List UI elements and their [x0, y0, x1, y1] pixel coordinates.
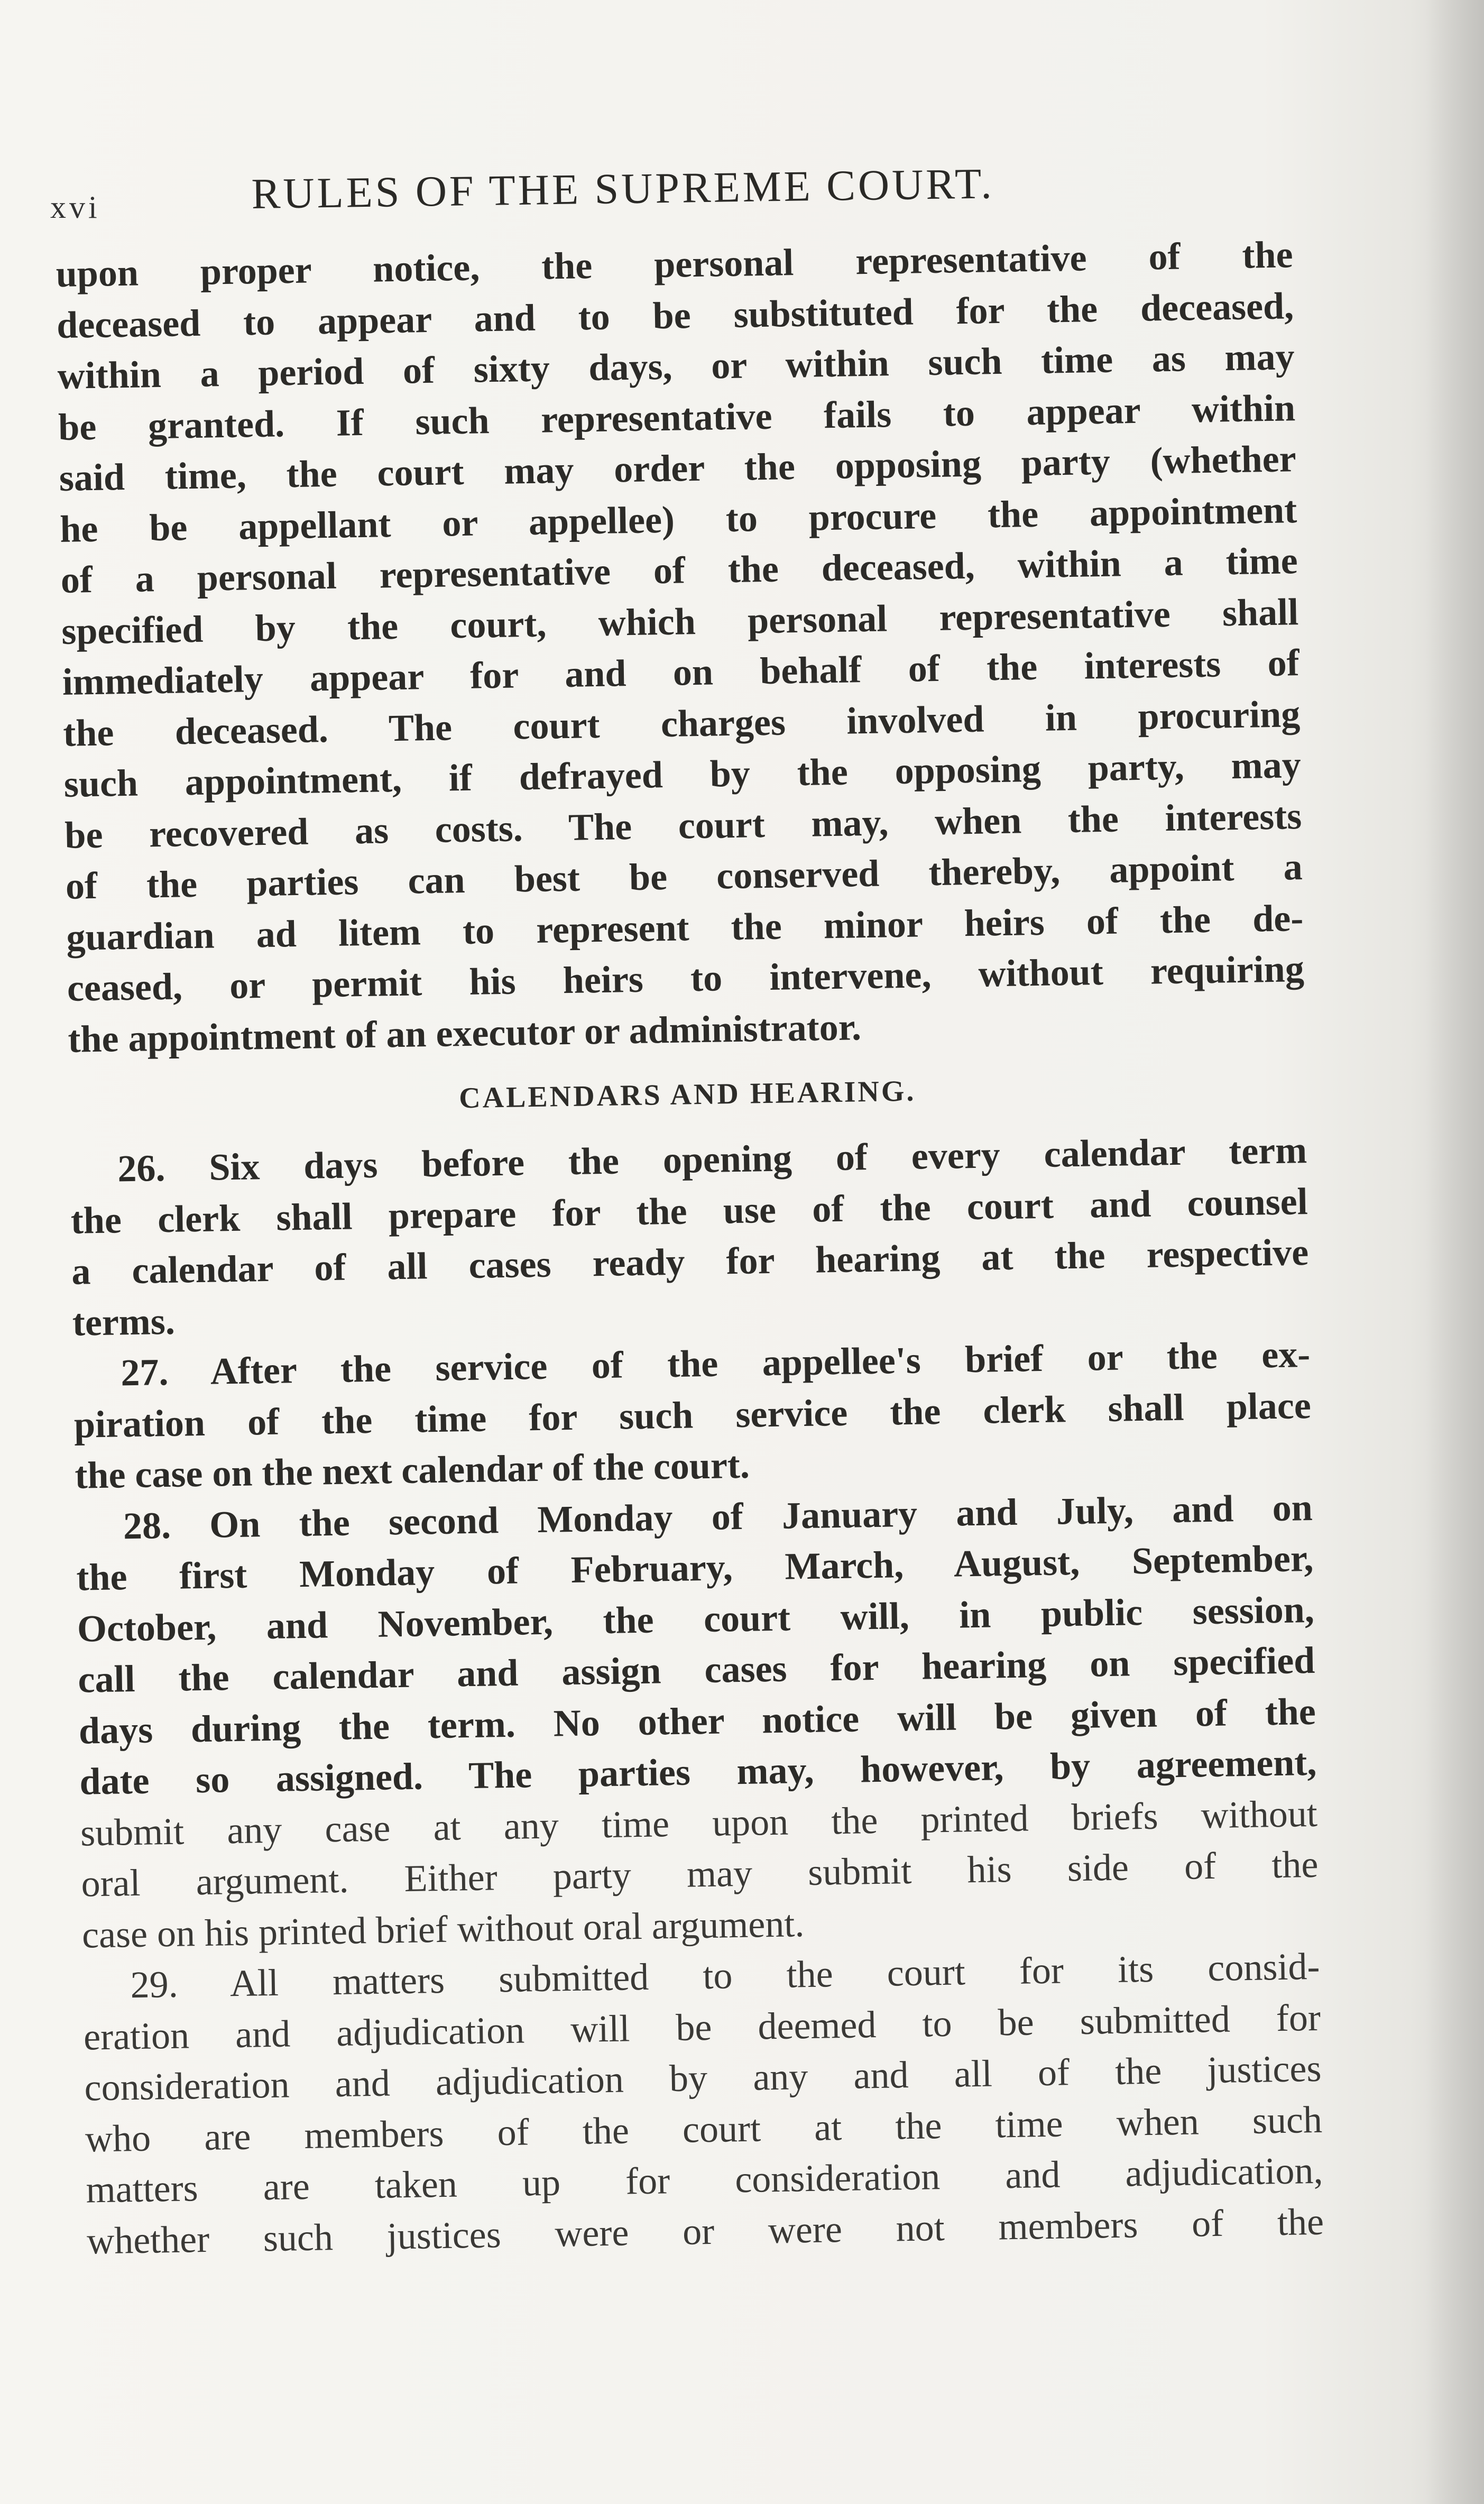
page-number: xvi [50, 190, 100, 225]
text-line: the case on the next calendar of the court. [74, 1443, 750, 1497]
page-gutter-shadow [1426, 0, 1484, 2504]
text-line: within a period of sixty days, or within such time as may [57, 335, 1295, 397]
text-line: who are members of the court at the time when such [85, 2098, 1323, 2160]
running-head: RULES OF THE SUPREME COURT. [251, 159, 995, 218]
text-line: oral argument. Either party may submit his side of the [80, 1843, 1319, 1905]
text-line: submit any case at any time upon the printed briefs without [80, 1792, 1318, 1854]
text-line: immediately appear for and on behalf of the interests of [62, 641, 1300, 703]
text-line: 28. On the second Monday of January and July, and on [123, 1486, 1313, 1547]
text-line: 27. After the service of the appellee's brief or the ex- [120, 1332, 1311, 1394]
text-line: upon proper notice, the personal representative of the [56, 233, 1294, 295]
rule-26 [70, 1125, 1310, 1348]
text-line: be recovered as costs. The court may, when the interests [64, 794, 1302, 857]
text-line: whether such justices were or were not members of the [86, 2200, 1324, 2262]
text-line: call the calendar and assign cases for hearing on specified [77, 1638, 1315, 1701]
rule-28 [75, 1481, 1319, 1960]
text-line: 26. Six days before the opening of every calendar term [117, 1129, 1307, 1190]
text-line: deceased to appear and to be substituted for the deceased, [56, 284, 1294, 346]
text-line: terms. [72, 1300, 176, 1344]
rule-29 [82, 1941, 1324, 2267]
text-line: consideration and adjudication by any and all of the justices [84, 2047, 1322, 2109]
text-line: the clerk shall prepare for the use of the court and counsel [70, 1180, 1308, 1242]
text-line: eration and adjudication will be deemed to be submitted for [83, 1996, 1321, 2058]
text-line: of the parties can best be conserved thereby, appoint a [65, 845, 1303, 907]
text-line: the deceased. The court charges involved in procuring [62, 692, 1301, 754]
page-header [50, 159, 1108, 227]
text-line: piration of the time for such service the clerk shall place [73, 1384, 1312, 1446]
text-line: he be appellant or appellee) to procure the appointment [59, 488, 1297, 550]
text-line: 29. All matters submitted to the court for its consid- [130, 1945, 1320, 2006]
body-text [56, 229, 1324, 2266]
text-line: such appointment, if defrayed by the opposing party, may [63, 743, 1302, 805]
text-line: be granted. If such representative fails to appear within [58, 386, 1296, 448]
text-line: October, and November, the court will, in public session, [77, 1588, 1315, 1650]
text-line: days during the term. No other notice will be given of the [78, 1690, 1316, 1752]
text-line: ceased, or permit his heirs to intervene, without requiring [67, 947, 1305, 1009]
text-line: guardian ad litem to represent the minor heirs of the de- [66, 896, 1304, 959]
text-line: a calendar of all cases ready for hearing at the respective [71, 1231, 1309, 1293]
section-heading: CALENDARS AND HEARING. [458, 1074, 916, 1115]
text-line: matters are taken up for consideration and adjudication, [86, 2149, 1324, 2211]
text-line: of a personal representative of the deceased, within a time [60, 539, 1298, 601]
text-line: the first Monday of February, March, August, September, [76, 1536, 1314, 1599]
text-line: case on his printed brief without oral argument. [81, 1902, 805, 1956]
text-line: said time, the court may order the opposing party (whether [59, 437, 1297, 499]
rule-27 [73, 1329, 1312, 1501]
paragraph-continued [56, 229, 1305, 1065]
text-line: specified by the court, which personal representative shall [61, 590, 1299, 652]
text-line: the appointment of an executor or administrator. [67, 1005, 862, 1061]
text-line: date so assigned. The parties may, however, by agreement, [79, 1741, 1317, 1803]
